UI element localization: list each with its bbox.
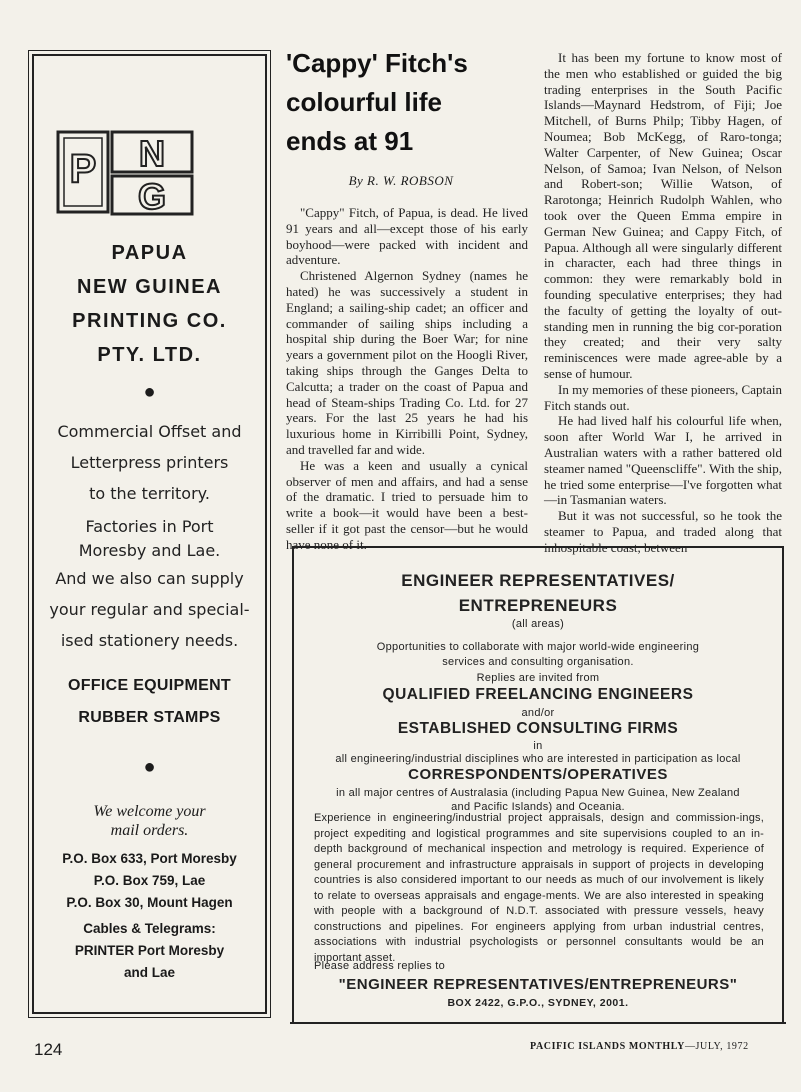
qualified-engineers-heading: QUALIFIED FREELANCING ENGINEERS bbox=[382, 686, 694, 703]
printing-company-ad bbox=[28, 50, 271, 1018]
png-logo bbox=[56, 130, 196, 220]
replies-invited-text: Replies are invited from bbox=[476, 672, 600, 684]
address-replies-text: Please address replies to bbox=[314, 960, 446, 972]
services-text: Commercial Offset and Letterpress printers to the territory. Factories in Port Moresby and Lae. And we also can supply your regular and special- ised stationery needs. bbox=[49, 422, 250, 650]
issue-month: —JULY, bbox=[684, 1041, 724, 1052]
running-footer bbox=[530, 1041, 749, 1052]
logo-letter-p: P bbox=[69, 147, 97, 191]
logo-letter-g: G bbox=[137, 176, 167, 217]
reply-name: "ENGINEER REPRESENTATIVES/ENTREPRENEURS" bbox=[338, 976, 738, 993]
welcome-text: We welcome your mail orders. bbox=[93, 803, 206, 840]
engineer-ad-title: ENGINEER REPRESENTATIVES/ ENTREPRENEURS bbox=[401, 571, 675, 615]
areas-text: (all areas) bbox=[511, 618, 565, 630]
issue-year: 1972 bbox=[726, 1041, 749, 1052]
paragraph: He had lived half his colourful life when, soon after World War I, he arrived in Australian waters with a rather battered old steamer named "Queenscliffe". With the ship, he tried some enterprise—I've forgotten what —in Tasmanian waters. bbox=[544, 413, 782, 508]
paragraph: Christened Algernon Sydney (names he hated) he was successively a student in England; a sailing-ship cadet; an officer and commander of sailing ships including a hospital ship during the Boer War; for nine years a government pilot on the Hoogli River, taking ships through the Ganges Delta to Calcutta; a trader on the coast of Papua and head of Steam-ships Trading Co. Ltd. for 27 years. For the last 25 years he had his luxurious home in Kirribilli Point, Sydney, and travelled far and wide. bbox=[286, 268, 528, 457]
and-or-text: and/or bbox=[521, 707, 555, 719]
paragraph: In my memories of these pioneers, Captain Fitch stands out. bbox=[544, 381, 782, 413]
disciplines-text: all engineering/industrial disciplines who are interested in participation as local bbox=[335, 753, 741, 765]
bullet-1: ● bbox=[143, 381, 156, 403]
divider bbox=[290, 1022, 786, 1024]
consulting-firms-heading: ESTABLISHED CONSULTING FIRMS bbox=[397, 720, 679, 737]
logo-letter-n: N bbox=[139, 133, 165, 174]
article-headline: 'Cappy' Fitch's colourful life ends at 91 bbox=[286, 48, 468, 156]
page-number: 124 bbox=[34, 1040, 63, 1059]
paragraph: It has been my fortune to know most of the men who established or guided the big trading enterprises in the South Pacific Islands—Maynard Hedstrom, of Fiji; Joe Mitchell, of Burns Philp; Tibby Hagen, of Noumea; Bob McKegg, of Raro-tonga; Walter Carpenter, of New Guinea; Oscar Nelson, of Samoa; Ivan Nelson, of Nelson and Robert-son; Willie Watson, of Rarotonga; Heinrich Rudolph Wahlen, who took over the Queen Emma empire in German New Guinea; and Cappy Fitch, of Papua. Although all were singularly different in character, each had three things in common: they were remarkably bold in founding speculative enterprises; they had the faculty of getting the loyalty of out-standing men in running the big cor-poration they created; and their very salty reminiscences were made agree-able by a sense of humour. bbox=[544, 50, 782, 381]
company-name: PAPUA NEW GUINEA PRINTING CO. PTY. LTD. bbox=[72, 242, 227, 366]
paragraph: He was a keen and usually a cynical observer of men and affairs, and had a sense of the dramatic. I tried to persuade him to write a book—it would have been a best-seller if it got past the censor—but he would have none of it. bbox=[286, 457, 528, 552]
products-list: OFFICE EQUIPMENT RUBBER STAMPS bbox=[67, 677, 232, 726]
article-byline: By R. W. ROBSON bbox=[348, 173, 454, 188]
centres-text: in all major centres of Australasia (including Papua New Guinea, New Zealand and Pacific Islands) and Oceania. bbox=[336, 787, 740, 813]
article-column-right bbox=[544, 50, 782, 556]
bullet-2: ● bbox=[143, 756, 156, 778]
paragraph: "Cappy" Fitch, of Papua, is dead. He lived 91 years and all—except those of his early boyhood—were packed with incident and adventure. bbox=[286, 205, 528, 268]
engineer-ad-body: Experience in engineering/industrial project appraisals, design and commission-ings, project expediting and logistical programmes and site supervisions coupled to an in-depth background of mechanical inspection and metrology is required. Experience of general procurement and infrastructure appraisals in support of projects in developing countries is also considered important to our needs as much of our involvement is likely to relate to overseas appraisals and engage-ments. We are also interested in speaking with people with a background of N.D.T. associated with pressure vessels, heavy constructions and pipelines. For engineers applying from urban industrial centres, associations with industrial psychologists or personnel consultants would be an important asset. bbox=[314, 812, 764, 964]
reply-box: BOX 2422, G.P.O., SYDNEY, 2001. bbox=[447, 997, 629, 1009]
cables-info: Cables & Telegrams: PRINTER Port Moresby and Lae bbox=[74, 921, 225, 980]
correspondents-heading: CORRESPONDENTS/OPERATIVES bbox=[408, 766, 668, 783]
paragraph: But it was not successful, so he took the steamer to Papua, and traded along that inhospitable coast, between bbox=[544, 508, 782, 555]
engineer-ad bbox=[292, 546, 784, 1024]
postal-addresses: P.O. Box 633, Port Moresby P.O. Box 759, Lae P.O. Box 30, Mount Hagen bbox=[62, 851, 237, 910]
ad-inner-border bbox=[32, 54, 267, 1014]
in-text: in bbox=[533, 740, 543, 752]
opportunities-text: Opportunities to collaborate with major world-wide engineering services and consulting organisation. bbox=[376, 641, 700, 668]
article-column-middle bbox=[286, 205, 528, 553]
magazine-name: PACIFIC ISLANDS MONTHLY bbox=[530, 1041, 685, 1052]
